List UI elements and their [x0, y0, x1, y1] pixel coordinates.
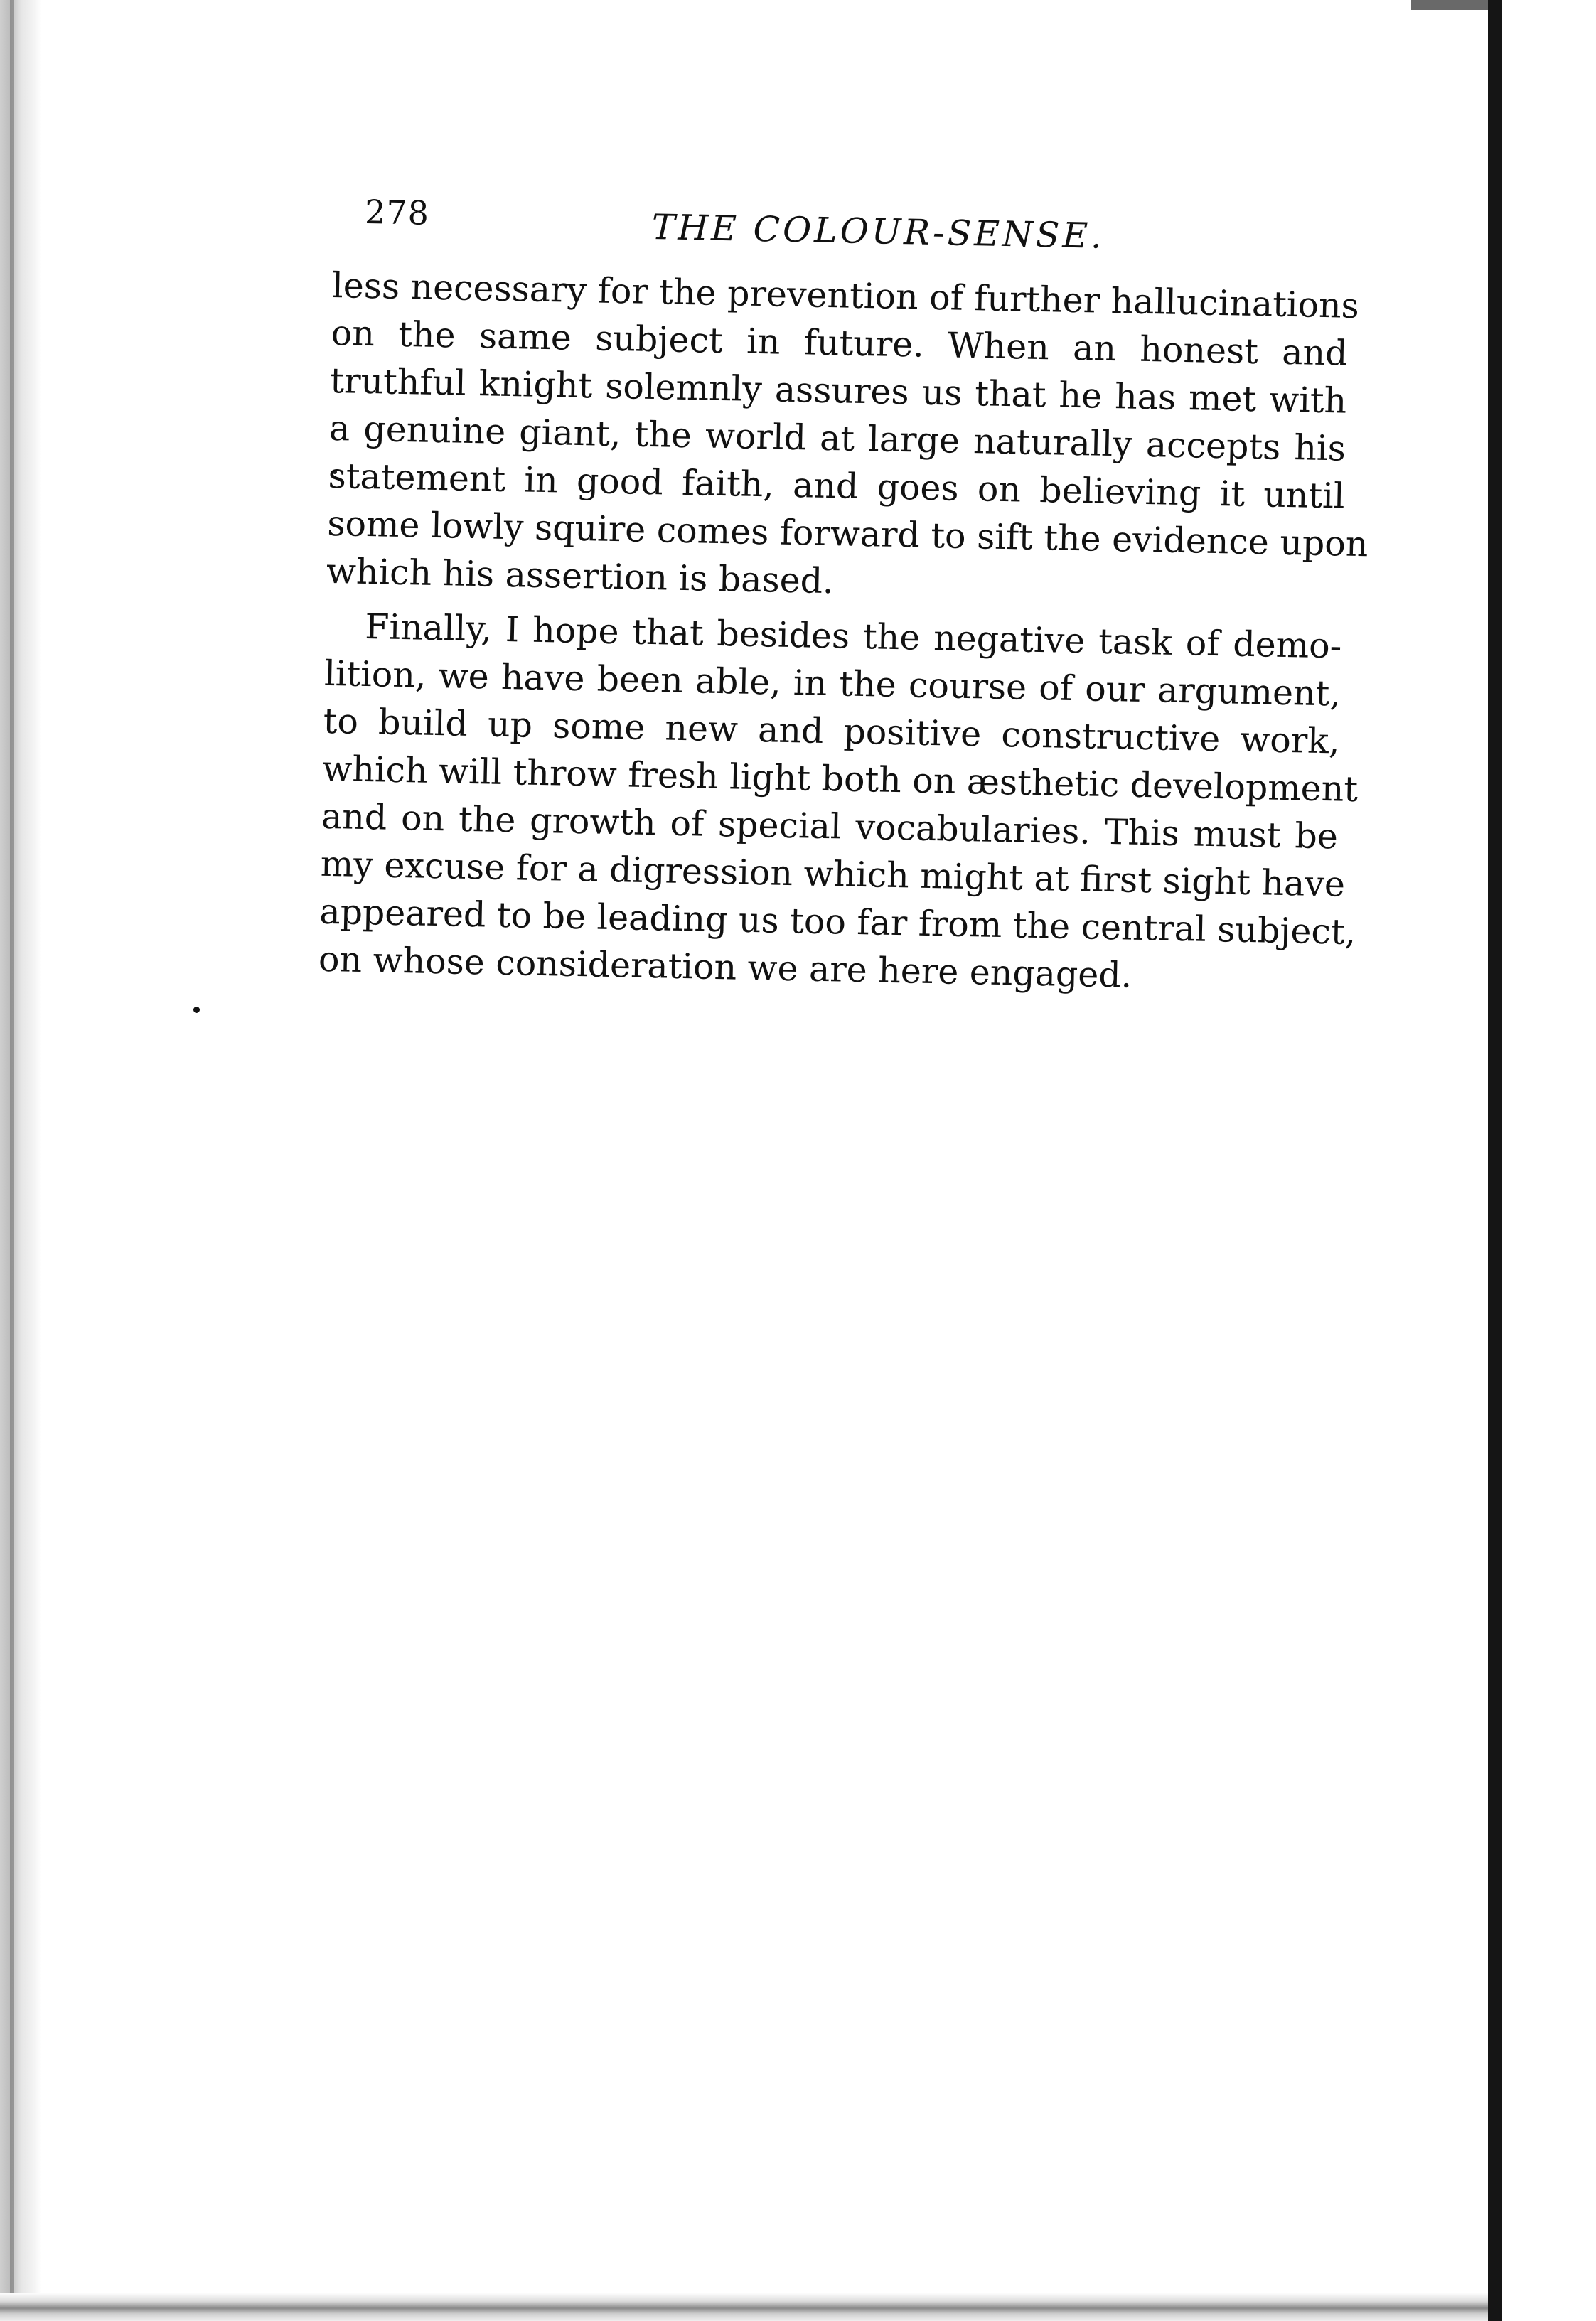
book-page	[318, 183, 1369, 1003]
text-line: my excuse for a digression which might at first sight have	[320, 843, 1346, 905]
text-line: on whose consideration we are here engaged.	[318, 938, 1132, 996]
text-line: appeared to be leading us too far from the central subject,	[318, 891, 1356, 953]
page-number: 278	[364, 192, 430, 232]
running-title: THE COLOUR-SENSE.	[651, 206, 1105, 257]
text-line: to build up some new and positive constructive work,	[323, 700, 1341, 762]
text-line: less necessary for the prevention of further hallucinations	[331, 264, 1360, 326]
text-line: truthful knight solemnly assures us that he has met with	[329, 360, 1347, 422]
scan-left-binding-line	[10, 0, 14, 2321]
text-line: which his assertion is based.	[326, 550, 835, 602]
scan-right-margin	[1502, 0, 1596, 2321]
stray-ink-dot	[193, 1007, 200, 1013]
text-line: Finally, I hope that besides the negative task of demo-	[364, 606, 1342, 667]
scan-bottom-edge	[0, 2293, 1488, 2321]
text-line: and on the growth of special vocabularies. This must be	[321, 795, 1339, 857]
text-line: on the same subject in future. When an honest and	[331, 312, 1349, 374]
text-line: some lowly squire comes forward to sift the evidence upon	[326, 503, 1369, 565]
text-line: lition, we have been able, in the course of our argument,	[323, 653, 1341, 714]
text-line: which will throw fresh light both on æsthetic development	[321, 748, 1359, 810]
paragraph-2	[318, 602, 1359, 1004]
scan-right-page-border	[1488, 0, 1502, 2321]
scan-left-edge	[0, 0, 41, 2321]
paragraph-1	[326, 262, 1369, 616]
text-line: statement in good faith, and goes on believing it until	[328, 455, 1346, 517]
text-line: a genuine giant, the world at large naturally accepts his	[328, 407, 1346, 469]
